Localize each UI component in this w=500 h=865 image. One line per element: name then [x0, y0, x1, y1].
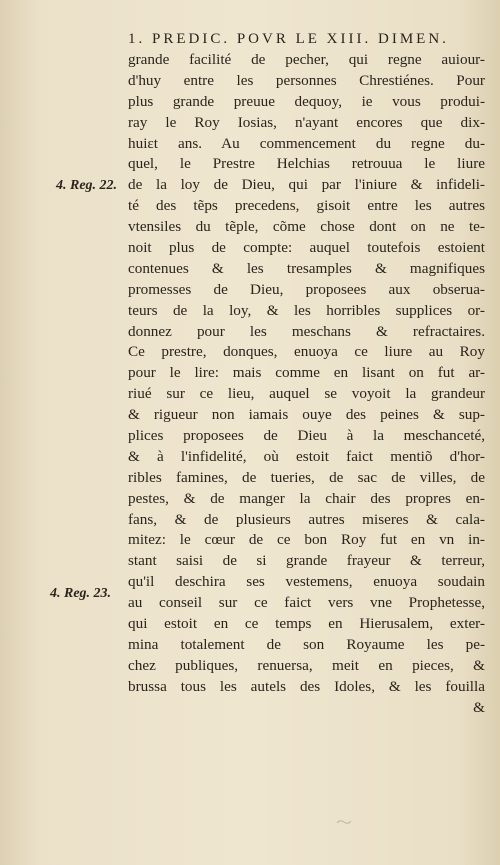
- text-line: qu'il deschira ses vestemens, enuoya soudain: [128, 573, 485, 591]
- text-line: de la loy de Dieu, qui par l'iniure & infideli-: [128, 176, 485, 194]
- text-line: contenues & les tresamples & magnifiques: [128, 259, 485, 277]
- text-line: pestes, & de manger la chair des propres en-: [128, 489, 485, 507]
- text-line: & rigueur non iamais ouye des peines & sup-: [128, 406, 485, 424]
- text-line: promesses de Dieu, proposees aux obserua-: [128, 280, 485, 298]
- text-line: teurs de la loy, & les horribles supplices or-: [128, 301, 485, 319]
- text-line: ribles famines, de tueries, de sac de villes, de: [128, 468, 485, 486]
- text-line: brussa tous les autels des Idoles, & les fouilla: [128, 677, 485, 695]
- body-text: [128, 50, 485, 719]
- text-line: Ce prestre, donques, enuoya ce liure au Roy: [128, 343, 485, 361]
- text-line: d'huy entre les personnes Chrestiénes. Pour: [128, 71, 485, 89]
- margin-note-reference: 4. Reg. 22.: [56, 178, 118, 193]
- text-line: qui estoit en ce temps en Hierusalem, exter-: [128, 615, 485, 633]
- text-line: plus grande preuue dequoy, ie vous produi-: [128, 92, 485, 110]
- ink-smudge: [336, 818, 352, 826]
- text-line: riué sur ce lieu, auquel se voyoit la grandeur: [128, 385, 485, 403]
- text-line: au conseil sur ce faict vers vne Prophetesse,: [128, 594, 485, 612]
- text-line: té des tẽps precedens, gisoit entre les autres: [128, 197, 485, 215]
- text-line: & à l'infidelité, où estoit faict mentiõ d'hor-: [128, 447, 485, 465]
- text-line: stant saisi de si grande frayeur & terreur,: [128, 552, 485, 570]
- text-line: mina totalement de son Royaume les pe-: [128, 635, 485, 653]
- text-line: vtensiles du tẽple, cõme chose dont on ne te-: [128, 218, 485, 236]
- text-line: quel, le Prestre Helchias retrouua le liure: [128, 155, 485, 173]
- text-line: huiɛt ans. Au commencement du regne du-: [128, 134, 485, 152]
- text-line: plices proposees de Dieu à la meschanceté,: [128, 427, 485, 445]
- text-line: chez publiques, renuersa, meit en pieces, &: [128, 656, 485, 674]
- text-line: mitez: le cœur de ce bon Roy fut en vn in-: [128, 531, 485, 549]
- text-line: fans, & de plusieurs autres miseres & cala-: [128, 510, 485, 528]
- text-line: noit plus de compte: auquel toutefois estoient: [128, 239, 485, 257]
- margin-note-reference: 4. Reg. 23.: [50, 586, 112, 601]
- text-line: pour le lire: mais comme en lisant on fut ar-: [128, 364, 485, 382]
- text-line: ray le Roy Iosias, n'ayant encores que dix-: [128, 113, 485, 131]
- text-line: grande facilité de pecher, qui regne auiour-: [128, 51, 485, 68]
- catchword: &: [473, 698, 485, 716]
- running-header: 1. PREDIC. POVR LE XIII. DIMEN.: [128, 31, 449, 47]
- text-line: donnez pour les meschans & refractaires.: [128, 322, 485, 340]
